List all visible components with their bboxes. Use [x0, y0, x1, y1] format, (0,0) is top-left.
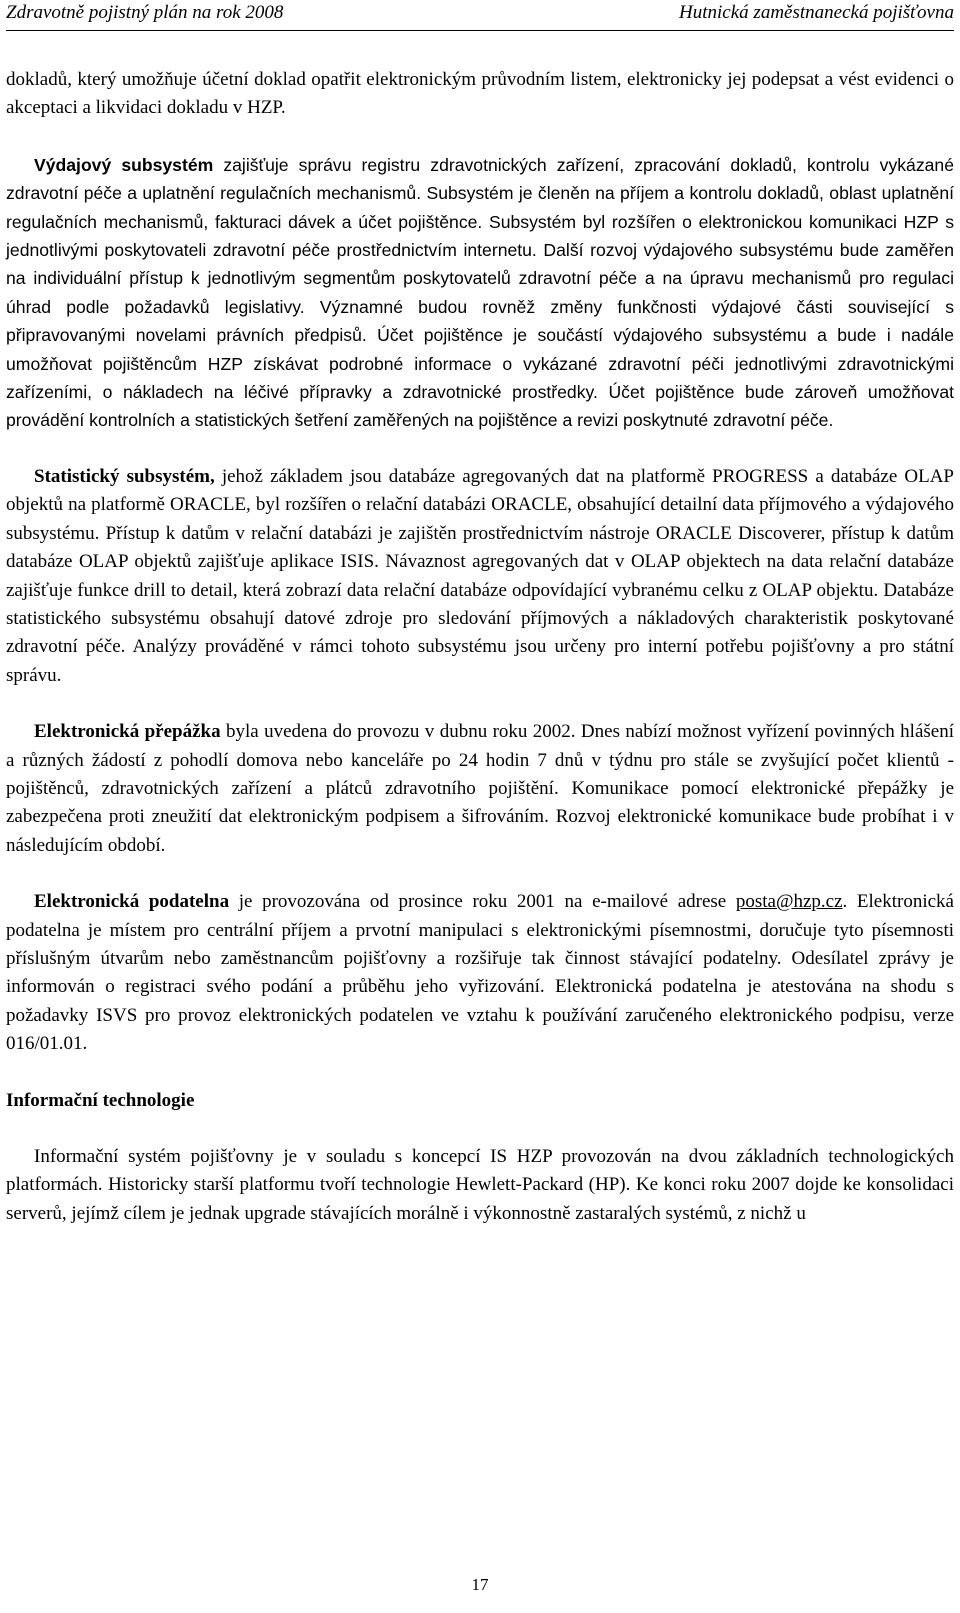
paragraph-expense-subsystem: [6, 151, 954, 435]
paragraph-gap: [6, 435, 954, 463]
paragraph-gap: [6, 1059, 954, 1087]
document-body: [6, 66, 954, 1228]
term-statistical-subsystem: Statistický subsystém,: [34, 465, 215, 487]
paragraph-it: Informační systém pojišťovny je v souladu s koncepcí IS HZP provozován na dvou základních technologických platformách. Historicky starší platformu tvoří technologie Hewlett-Packard (HP). Ke konci roku 2007 dojde ke konsolidaci serverů, jejímž cílem je jednak upgrade stávajících morálně i výkonnostně zastaralých systémů, z nichž u: [6, 1146, 954, 1224]
paragraph-gap: [6, 1115, 954, 1143]
term-electronic-counter: Elektronická přepážka: [34, 721, 221, 743]
term-electronic-registry: Elektronická podatelna: [34, 891, 230, 913]
paragraph-gap: [6, 690, 954, 718]
paragraph-gap: [6, 123, 954, 151]
paragraph-text: . Elektronická podatelna je místem pro centrální příjem a prvotní manipulaci s elektronickými písemnostmi, doručuje tyto písemnosti příslušným útvarům nebo zaměstnancům pojišťovny a rozšiřuje tak činnost stávající podatelny. Odesílatel zprávy je informován o registraci svého podání a průběhu jeho vyřizování. Elektronická podatelna je atestována na shodu s požadavky ISVS pro provoz elektronických podatelen ve vztahu k používání zaručeného elektronického podpisu, verze 016/01.01.: [6, 891, 954, 1055]
paragraph-statistical-subsystem: [6, 463, 954, 690]
paragraph-continuation: dokladů, který umožňuje účetní doklad opatřit elektronickým průvodním listem, elektronicky jej podepsat a vést evidenci o akceptaci a likvidaci dokladu v HZP.: [6, 69, 954, 119]
paragraph-electronic-counter: [6, 718, 954, 860]
term-expense-subsystem: Výdajový subsystém: [34, 154, 214, 175]
paragraph-text: byla uvedena do provozu v dubnu roku 2002. Dnes nabízí možnost vyřízení povinných hlášení a různých žádostí z pohodlí domova nebo kanceláře po 24 hodin 7 dnů v týdnu pro stále se zvyšující počet klientů - pojištěnců, zdravotnických zařízení a plátců zdravotního pojištění. Komunikace pomocí elektronické přepážky je zabezpečena proti zneužití dat elektronickým podpisem a šifrováním. Rozvoj elektronické komunikace bude probíhat i v následujícím období.: [6, 721, 954, 856]
paragraph-gap: [6, 860, 954, 888]
paragraph-electronic-registry: [6, 888, 954, 1058]
header-organization: Hutnická zaměstnanecká pojišťovna: [679, 2, 954, 23]
header-document-title: Zdravotně pojistný plán na rok 2008: [6, 2, 284, 23]
page-number: 17: [471, 1575, 489, 1594]
paragraph-text: zajišťuje správu registru zdravotnických zařízení, zpracování dokladů, kontrolu vykázané zdravotní péče a uplatnění regulačních mechanismů. Subsystém je členěn na příjem a kontrolu dokladů, oblast uplatnění regulačních mechanismů, fakturaci dávek a účet pojištěnce. Subsystém byl rozšířen o elektronickou komunikaci HZP s jednotlivými poskytovateli zdravotní péče prostřednictvím internetu. Další rozvoj výdajového subsystému bude zaměřen na individuální přístup k jednotlivým segmentům poskytovatelů zdravotní péče a na úpravu mechanismů pro regulaci úhrad podle požadavků legislativy. Významné budou rovněž změny funkčnosti výdajové části související s připravovanými novelami právních předpisů. Účet pojištěnce je součástí výdajového subsystému a bude i nadále umožňovat pojištěncům HZP získávat podrobné informace o vykázané zdravotní péči jednotlivými zdravotnickými zařízeními, o nákladech na léčivé přípravky a zdravotnické prostředky. Účet pojištěnce bude zároveň umožňovat provádění kontrolních a statistických šetření zaměřených na pojištěnce a revizi poskytnuté zdravotní péče.: [6, 154, 954, 431]
section-heading: Informační technologie: [6, 1089, 195, 1111]
paragraph-text: je provozována od prosince roku 2001 na e-mailové adrese: [229, 891, 736, 913]
page-header: [6, 0, 954, 31]
paragraph-text: jehož základem jsou databáze agregovaných dat na platformě PROGRESS a databáze OLAP objektů na platformě ORACLE, byl rozšířen o relační databázi ORACLE, obsahující detailní data příjmového a výdajového subsystému. Přístup k datům v relační databázi je zajištěn prostřednictvím nástroje ORACLE Discoverer, přístup k datům databáze OLAP objektů zajišťuje aplikace ISIS. Návaznost agregovaných dat v OLAP objektech na data relační databáze zajišťuje funkce drill to detail, která zobrazí data relační databáze odpovídající vybranému celku z OLAP objektu. Databáze statistického subsystému obsahují datové zdroje pro sledování příjmových a nákladových charakteristik poskytované zdravotní péče. Analýzy prováděné v rámci tohoto subsystému jsou určeny pro interní potřebu pojišťovny a pro státní správu.: [6, 465, 955, 686]
email-link[interactable]: posta@hzp.cz: [735, 891, 843, 913]
